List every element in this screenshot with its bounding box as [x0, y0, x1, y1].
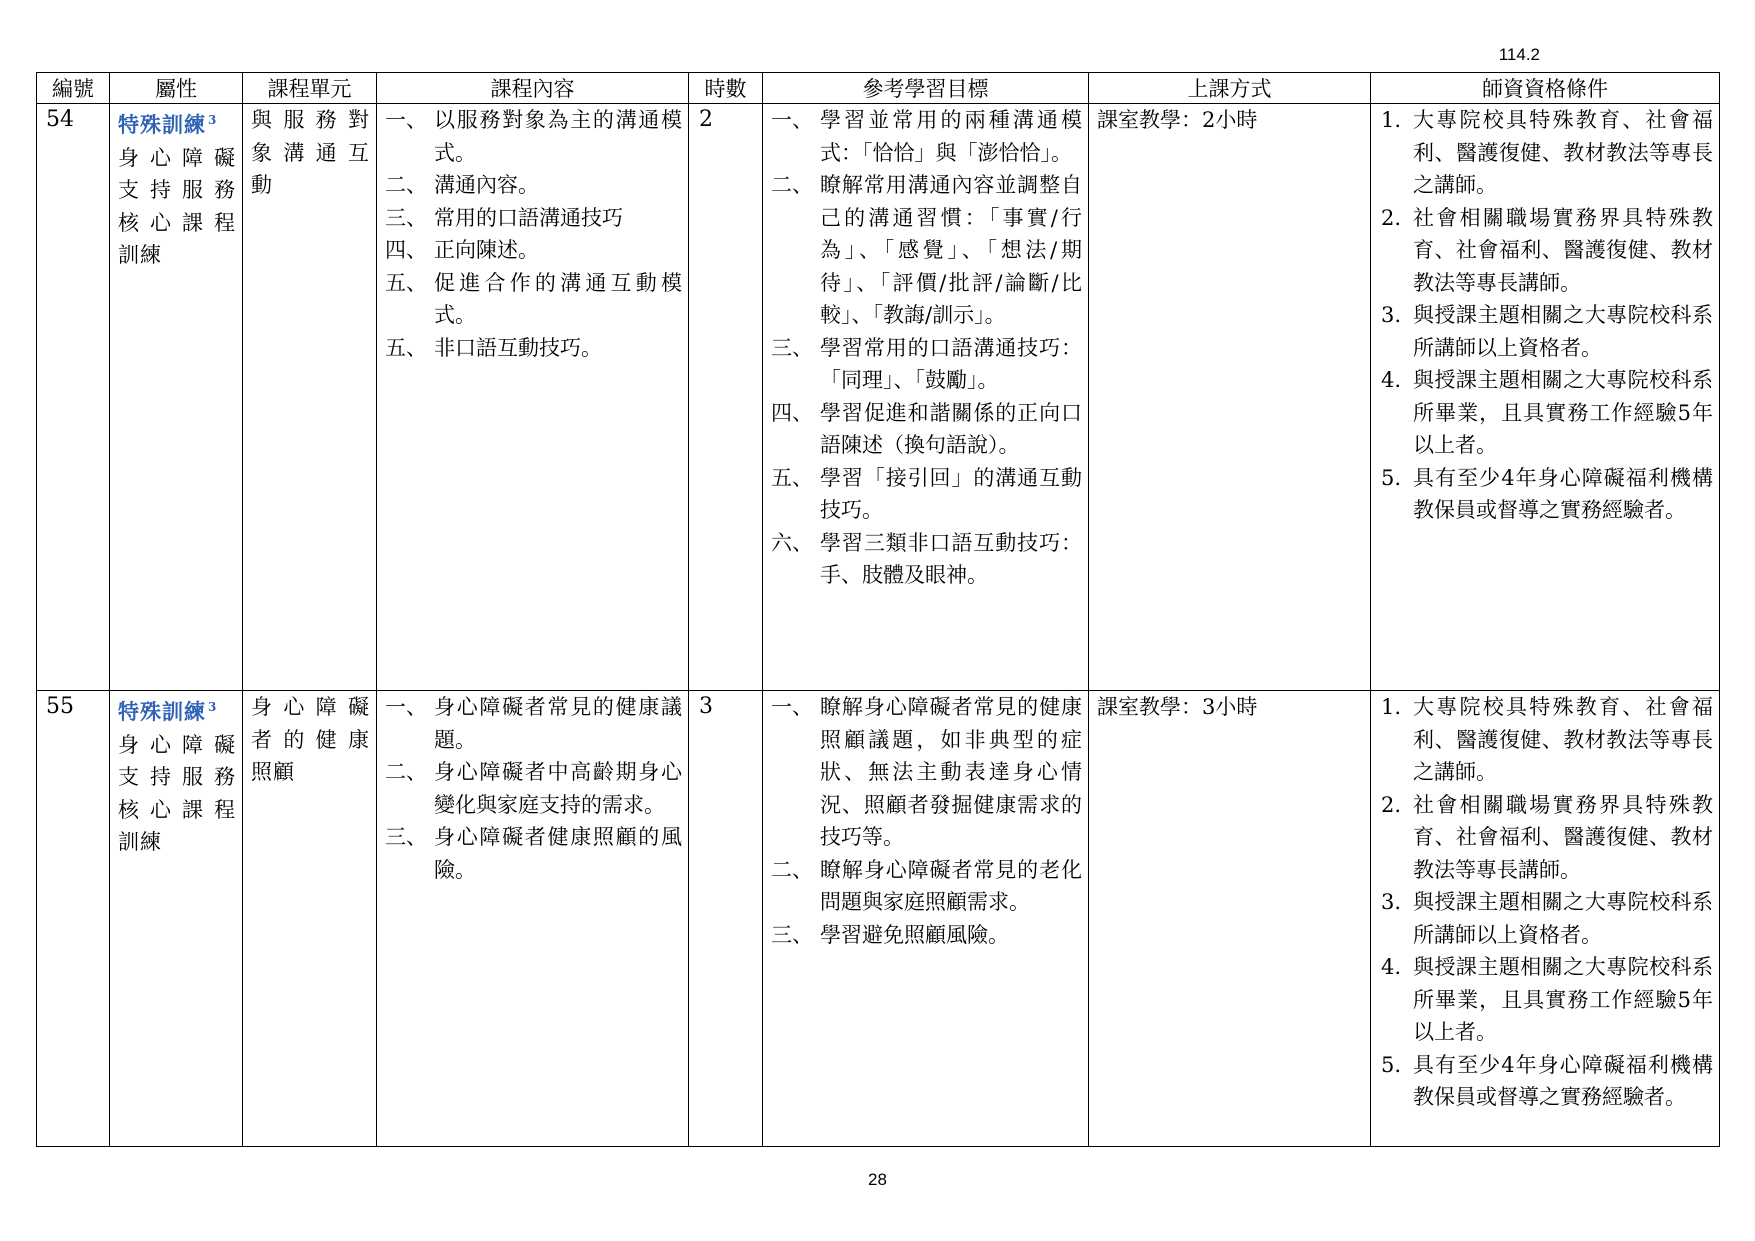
attribute-line — [118, 691, 236, 729]
unit-line: 身心障礙 — [251, 695, 370, 719]
list-item — [771, 104, 1082, 169]
course-hours: 3 — [689, 691, 763, 1147]
list-marker: 一、 — [385, 695, 427, 719]
unit-line: 者的健康 — [251, 727, 370, 752]
list-text: 大專院校具特殊教育、社會福利、醫護復健、教材教法等專長之講師。 — [1413, 108, 1713, 197]
header-qual: 師資資格條件 — [1371, 73, 1720, 104]
table-row — [37, 104, 1720, 691]
list-text: 與授課主題相關之大專院校科系所講師以上資格者。 — [1413, 303, 1713, 360]
list-text: 促進合作的溝通互動模式。 — [434, 270, 682, 327]
list-marker: 4. — [1381, 368, 1402, 392]
header-goals: 參考學習目標 — [763, 73, 1089, 104]
course-number: 55 — [37, 691, 110, 1147]
list-marker: 3. — [1381, 890, 1402, 914]
list-item — [385, 332, 682, 365]
list-item — [1379, 951, 1713, 1049]
list-text: 瞭解常用溝通內容並調整自己的溝通習慣：「事實/行為」、「感覺」、「想法/期待」、「評價/批評/論斷/比較」、「教誨/訓示」。 — [820, 173, 1082, 327]
teacher-qualifications — [1371, 691, 1720, 1147]
attribute-line: 身心障礙 — [118, 145, 236, 170]
course-content-list — [385, 691, 682, 886]
attribute-line: 核心課程 — [118, 797, 236, 822]
list-item — [771, 332, 1082, 397]
course-unit — [243, 691, 377, 1147]
list-marker: 一、 — [385, 108, 427, 132]
unit-line: 象溝通互 — [251, 140, 370, 165]
list-marker: 三、 — [385, 825, 427, 849]
list-item — [771, 397, 1082, 462]
list-marker: 5. — [1381, 465, 1402, 490]
list-text: 身心障礙者健康照顧的風險。 — [434, 825, 682, 882]
header-attr: 屬性 — [110, 73, 243, 104]
list-text: 身心障礙者常見的健康議題。 — [434, 695, 682, 752]
list-text: 具有至少4年身心障礙福利機構教保員或督導之實務經驗者。 — [1413, 1052, 1713, 1109]
list-marker: 2. — [1381, 205, 1402, 230]
course-unit — [243, 104, 377, 691]
list-marker: 二、 — [385, 760, 427, 784]
list-marker: 二、 — [771, 857, 813, 882]
list-item — [385, 267, 682, 332]
list-text: 與授課主題相關之大專院校科系所畢業，且具實務工作經驗5年以上者。 — [1413, 368, 1713, 457]
footnote-marker: 3 — [208, 113, 218, 127]
learning-goals-list — [771, 104, 1082, 592]
list-text: 與授課主題相關之大專院校科系所畢業，且具實務工作經驗5年以上者。 — [1413, 955, 1713, 1044]
list-marker: 3. — [1381, 303, 1402, 327]
list-item — [1379, 1049, 1713, 1114]
list-text: 大專院校具特殊教育、社會福利、醫護復健、教材教法等專長之講師。 — [1413, 695, 1713, 784]
teacher-qualifications-list — [1379, 691, 1713, 1114]
list-item — [385, 234, 682, 267]
list-marker: 1. — [1381, 695, 1402, 719]
list-marker: 一、 — [771, 108, 813, 132]
header-unit: 課程單元 — [243, 73, 377, 104]
list-item — [1379, 691, 1713, 789]
list-text: 學習促進和諧關係的正向口語陳述（換句語說）。 — [820, 400, 1082, 457]
course-content-list — [385, 104, 682, 364]
list-marker: 1. — [1381, 108, 1402, 132]
teacher-qualifications-list — [1379, 104, 1713, 527]
course-hours: 2 — [689, 104, 763, 691]
list-item — [1379, 364, 1713, 462]
learning-goals — [763, 104, 1089, 691]
list-text: 學習常用的口語溝通技巧：「同理」、「鼓勵」。 — [820, 335, 1082, 392]
course-attribute — [110, 691, 243, 1147]
attribute-line: 支持服務 — [118, 178, 236, 202]
list-marker: 四、 — [385, 238, 427, 262]
list-marker: 三、 — [385, 205, 427, 230]
document-version: 114.2 — [1498, 45, 1540, 64]
list-text: 學習三類非口語互動技巧：手、肢體及眼神。 — [820, 530, 1082, 587]
list-text: 常用的口語溝通技巧 — [434, 205, 623, 230]
attribute-line: 訓練 — [118, 830, 162, 854]
attribute-tag-label: 特殊訓練 — [118, 699, 206, 724]
list-text: 瞭解身心障礙者常見的健康照顧議題，如非典型的症狀、無法主動表達身心情況、照顧者發掘健康需求的技巧等。 — [820, 695, 1082, 849]
list-marker: 五、 — [385, 270, 427, 295]
teaching-method: 課室教學：3小時 — [1089, 691, 1371, 1147]
learning-goals-list — [771, 691, 1082, 951]
list-text: 學習並常用的兩種溝通模式：「恰恰」與「澎恰恰」。 — [820, 108, 1082, 165]
teacher-qualifications — [1371, 104, 1720, 691]
attribute-tag — [118, 699, 217, 724]
unit-line: 照顧 — [251, 760, 295, 784]
list-item — [1379, 462, 1713, 527]
list-marker: 二、 — [385, 173, 427, 197]
header-num: 編號 — [37, 73, 110, 104]
list-item — [385, 756, 682, 821]
attribute-line: 訓練 — [118, 243, 162, 267]
list-item — [1379, 104, 1713, 202]
list-marker: 五、 — [385, 335, 427, 360]
list-marker: 三、 — [771, 335, 813, 360]
list-marker: 4. — [1381, 955, 1402, 979]
header-method: 上課方式 — [1089, 73, 1371, 104]
page-number: 28 — [868, 1170, 887, 1189]
course-attribute — [110, 104, 243, 691]
list-item — [385, 202, 682, 235]
header-content: 課程內容 — [377, 73, 689, 104]
list-marker: 四、 — [771, 400, 813, 425]
teaching-method: 課室教學：2小時 — [1089, 104, 1371, 691]
list-item — [1379, 789, 1713, 887]
attribute-line: 核心課程 — [118, 210, 236, 235]
list-text: 學習避免照顧風險。 — [820, 922, 1009, 947]
list-item — [1379, 299, 1713, 364]
list-marker: 六、 — [771, 530, 813, 555]
list-marker: 五、 — [771, 465, 813, 490]
list-text: 以服務對象為主的溝通模式。 — [434, 108, 682, 165]
course-table — [36, 72, 1720, 1147]
list-marker: 5. — [1381, 1052, 1402, 1077]
course-number: 54 — [37, 104, 110, 691]
list-text: 非口語互動技巧。 — [434, 335, 602, 360]
list-text: 具有至少4年身心障礙福利機構教保員或督導之實務經驗者。 — [1413, 465, 1713, 522]
list-item — [385, 104, 682, 169]
table-row — [37, 691, 1720, 1147]
list-item — [385, 821, 682, 886]
list-item — [771, 527, 1082, 592]
learning-goals — [763, 691, 1089, 1147]
list-item — [771, 919, 1082, 952]
list-text: 溝通內容。 — [434, 173, 539, 197]
list-marker: 一、 — [771, 695, 813, 719]
attribute-line: 身心障礙 — [118, 732, 236, 757]
list-text: 學習「接引回」的溝通互動技巧。 — [820, 465, 1082, 522]
attribute-tag — [118, 112, 217, 137]
attribute-line — [118, 104, 236, 142]
list-text: 社會相關職場實務界具特殊教育、社會福利、醫護復健、教材教法等專長講師。 — [1413, 792, 1713, 882]
list-text: 與授課主題相關之大專院校科系所講師以上資格者。 — [1413, 890, 1713, 947]
list-item — [771, 169, 1082, 332]
footnote-marker: 3 — [208, 700, 218, 714]
list-text: 瞭解身心障礙者常見的老化問題與家庭照顧需求。 — [820, 857, 1082, 914]
unit-line: 與服務對 — [251, 108, 370, 132]
list-text: 身心障礙者中高齡期身心變化與家庭支持的需求。 — [434, 760, 682, 817]
attribute-tag-label: 特殊訓練 — [118, 112, 206, 137]
list-item — [1379, 886, 1713, 951]
unit-line: 動 — [251, 173, 273, 197]
list-item — [1379, 202, 1713, 300]
list-item — [385, 691, 682, 756]
list-item — [771, 854, 1082, 919]
list-marker: 2. — [1381, 792, 1402, 817]
list-marker: 二、 — [771, 173, 813, 197]
list-item — [771, 462, 1082, 527]
list-text: 正向陳述。 — [434, 238, 539, 262]
list-text: 社會相關職場實務界具特殊教育、社會福利、醫護復健、教材教法等專長講師。 — [1413, 205, 1713, 295]
table-header-row — [37, 73, 1720, 104]
list-item — [771, 691, 1082, 854]
list-marker: 三、 — [771, 922, 813, 947]
header-hours: 時數 — [689, 73, 763, 104]
list-item — [385, 169, 682, 202]
course-content — [377, 691, 689, 1147]
course-content — [377, 104, 689, 691]
attribute-line: 支持服務 — [118, 765, 236, 789]
